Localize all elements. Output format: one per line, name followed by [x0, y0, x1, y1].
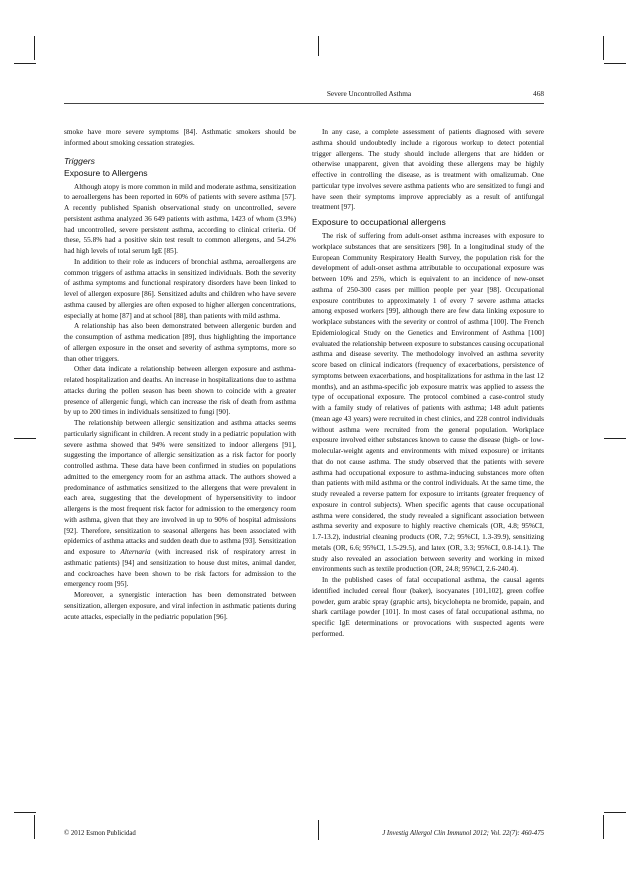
crop-mark — [604, 438, 626, 439]
paragraph: smoke have more severe symptoms [84]. Asthmatic smokers should be informed about smoking cessation strategies. — [64, 128, 296, 147]
paragraph-text: The relationship between allergic sensitization and asthma attacks seems particularly significant in children. A recent study in a pediatric population with severe asthma showed that 94% were sensitized to indoor allergens [91], suggesting the importance of allergic sensitization as a risk factor for poorly controlled asthma. These data have been confirmed in studies on populations admitted to the emergency room for an asthma attack. The authors showed a predominance of asthmatics sensitized to the allergens that were prevalent in each area, suggesting that the development of hypersensitivity to indoor allergens is the most frequent risk factor for admission to the emergency room with asthma, given that they are involved in up to 90% of hospital admissions [92]. Therefore, sensitization to seasonal allergens has been associated with epidemics of asthma attacks and sudden death due to asthma [93]. Sensitization and exposure to — [64, 419, 296, 556]
crop-mark — [14, 63, 36, 64]
crop-mark — [604, 63, 626, 64]
paragraph: The risk of suffering from adult-onset asthma increases with exposure to workplace substances that are sensitizers [98]. In a longitudinal study of the European Community Respiratory Health Survey, the population risk for the development of adult-onset asthma attributable to occupational exposure was between 10% and 25%, which is equivalent to an incidence of new-onset asthma of 250-300 cases per million people per year [98]. Occupational exposure contributes to approximately 1 of every 7 severe asthma attacks among exposed workers [99], although there are few data linking exposure to workplace substances with the severity or control of asthma [100]. The French Epidemiological Study on the Genetics and Environment of Asthma [100] evaluated the relationship between exposure to substances causing occupational asthma and disease severity. The methodology involved an asthma severity score based on clinical indicators (frequency of exacerbations, persistence of symptoms between exacerbations, and hospitalizations for asthma in the last 12 months), and an asthma-specific job exposure matrix was applied to assess the type of occupational exposure. The protocol combined a case-control study with a family study of relatives of patients with asthma; 148 adult patients (mean age 43 years) were recruited in chest clinics, and 228 control individuals without asthma were recruited from the general population. Workplace exposure involved either substances known to cause the disease (high- or low-molecular-weight agents and environments with mixed exposure) or irritants that do not cause asthma. The study observed that the patients with severe asthma had occupational exposure to asthma-inducing substances more often than patients with mild asthma or the control individuals. At the same time, the study revealed a reverse pattern for exposure to irritants (greater frequency of exposure in control subjects). When specific agents that cause occupational asthma were considered, the study revealed a significant association between asthma severity and exposure to highly reactive chemicals (OR, 4.8; 95%CI, 1.7-13.2), industrial cleaning products (OR, 7.2; 95%CI, 1.3-39.9), sensitizing metals (OR, 6.6; 95%CI, 1.5-29.5), and latex (OR, 3.3; 95%CI, 0.8-14.1). The study also revealed an association between severity and working in mixed environments such as textile production (OR, 24.8; 95%CI, 2.6-240.4). — [312, 232, 544, 574]
subsection-heading-occupational: Exposure to occupational allergens — [312, 217, 446, 227]
paragraph: A relationship has also been demonstrated between allergenic burden and the consumption of asthma medication [89], thus highlighting the importance of allergen exposure in the onset and severity of asthma symptoms, more so than other triggers. — [64, 322, 296, 363]
header-rule — [64, 103, 544, 104]
paragraph: Although atopy is more common in mild and moderate asthma, sensitization to aeroallergens has been reported in 60% of patients with severe asthma [57]. A recently published Spanish observational study on uncontrolled, severe persistent asthma analyzed 36 649 patients with asthma, 1423 of whom (3.9%) had uncontrolled, severe persistent asthma, according to clinical criteria. Of these, 55.8% had a positive skin test result to common allergens, and 54.2% had high levels of total serum IgE [85]. — [64, 182, 296, 255]
left-column — [64, 127, 296, 622]
journal-citation: J Investig Allergol Clin Immunol 2012; Vol. 22(7): 460-475 — [382, 830, 544, 837]
crop-mark — [14, 812, 36, 813]
crop-mark — [604, 812, 626, 813]
paragraph-text: (with increased risk of respiratory arrest in asthmatic patients) [94] and sensitization to house dust mites, animal dander, and cockroaches have been shown to be risk factors for admission to the emergency room [95]. — [64, 548, 296, 589]
crop-mark — [14, 438, 36, 439]
page-header — [64, 87, 544, 101]
section-heading-triggers: Triggers — [64, 155, 95, 166]
paragraph: In any case, a complete assessment of patients diagnosed with severe asthma should undoubtedly include a rigorous workup to detect potential trigger allergens. The study should include allergens that are hidden or otherwise unapparent, given that avoiding these allergens may be highly effective in controlling the disease, as is treatment with omalizumab. One particular type involves severe asthma patients who are sensitized to fungi and have seen their symptoms improve appreciably as a result of antifungal treatment [97]. — [312, 128, 544, 212]
paragraph: Other data indicate a relationship between allergen exposure and asthma-related hospitalization and deaths. An increase in hospitalizations due to asthma attacks during the pollen season has been shown to coincide with a greater presence of allergenic fungi, which can increase the risk of death from asthma by up to 200 times in individuals sensitized to fungi [90]. — [64, 365, 296, 417]
right-column — [312, 127, 544, 640]
crop-mark — [318, 36, 319, 56]
running-title: Severe Uncontrolled Asthma — [326, 89, 412, 98]
copyright: © 2012 Esmon Publicidad — [64, 830, 136, 837]
paragraph — [64, 418, 296, 590]
page-number: 468 — [533, 89, 544, 98]
crop-mark — [603, 815, 604, 839]
crop-mark — [603, 36, 604, 60]
crop-mark — [34, 36, 35, 60]
species-name: Alternaria — [120, 548, 151, 556]
paragraph: Moreover, a synergistic interaction has been demonstrated between sensitization, allergen exposure, and viral infection in asthmatic patients during acute attacks, especially in the pediatric population [96]. — [64, 591, 296, 621]
crop-mark — [318, 820, 319, 840]
subsection-heading-allergens: Exposure to Allergens — [64, 167, 148, 178]
paragraph: In the published cases of fatal occupational asthma, the causal agents identified included cereal flour (baker), isocyanates [101,102], green coffee powder, gum arabic spray (graphic arts), bicyclohepta ne bromide, papain, and shark cartilage powder [101]. In most cases of fatal occupational asthma, no specific IgE determinations or provocations with suspected agents were performed. — [312, 576, 544, 638]
paragraph: In addition to their role as inducers of bronchial asthma, aeroallergens are common triggers of asthma attacks in sensitized individuals. Both the severity of asthma symptoms and functional respiratory disorders have been linked to level of allergen exposure [86]. Sensitized adults and children who have severe asthma caused by allergies are often exposed to higher allergen concentrations, especially at home [87] and at school [88], than patients with mild asthma. — [64, 257, 296, 320]
crop-mark — [34, 815, 35, 839]
